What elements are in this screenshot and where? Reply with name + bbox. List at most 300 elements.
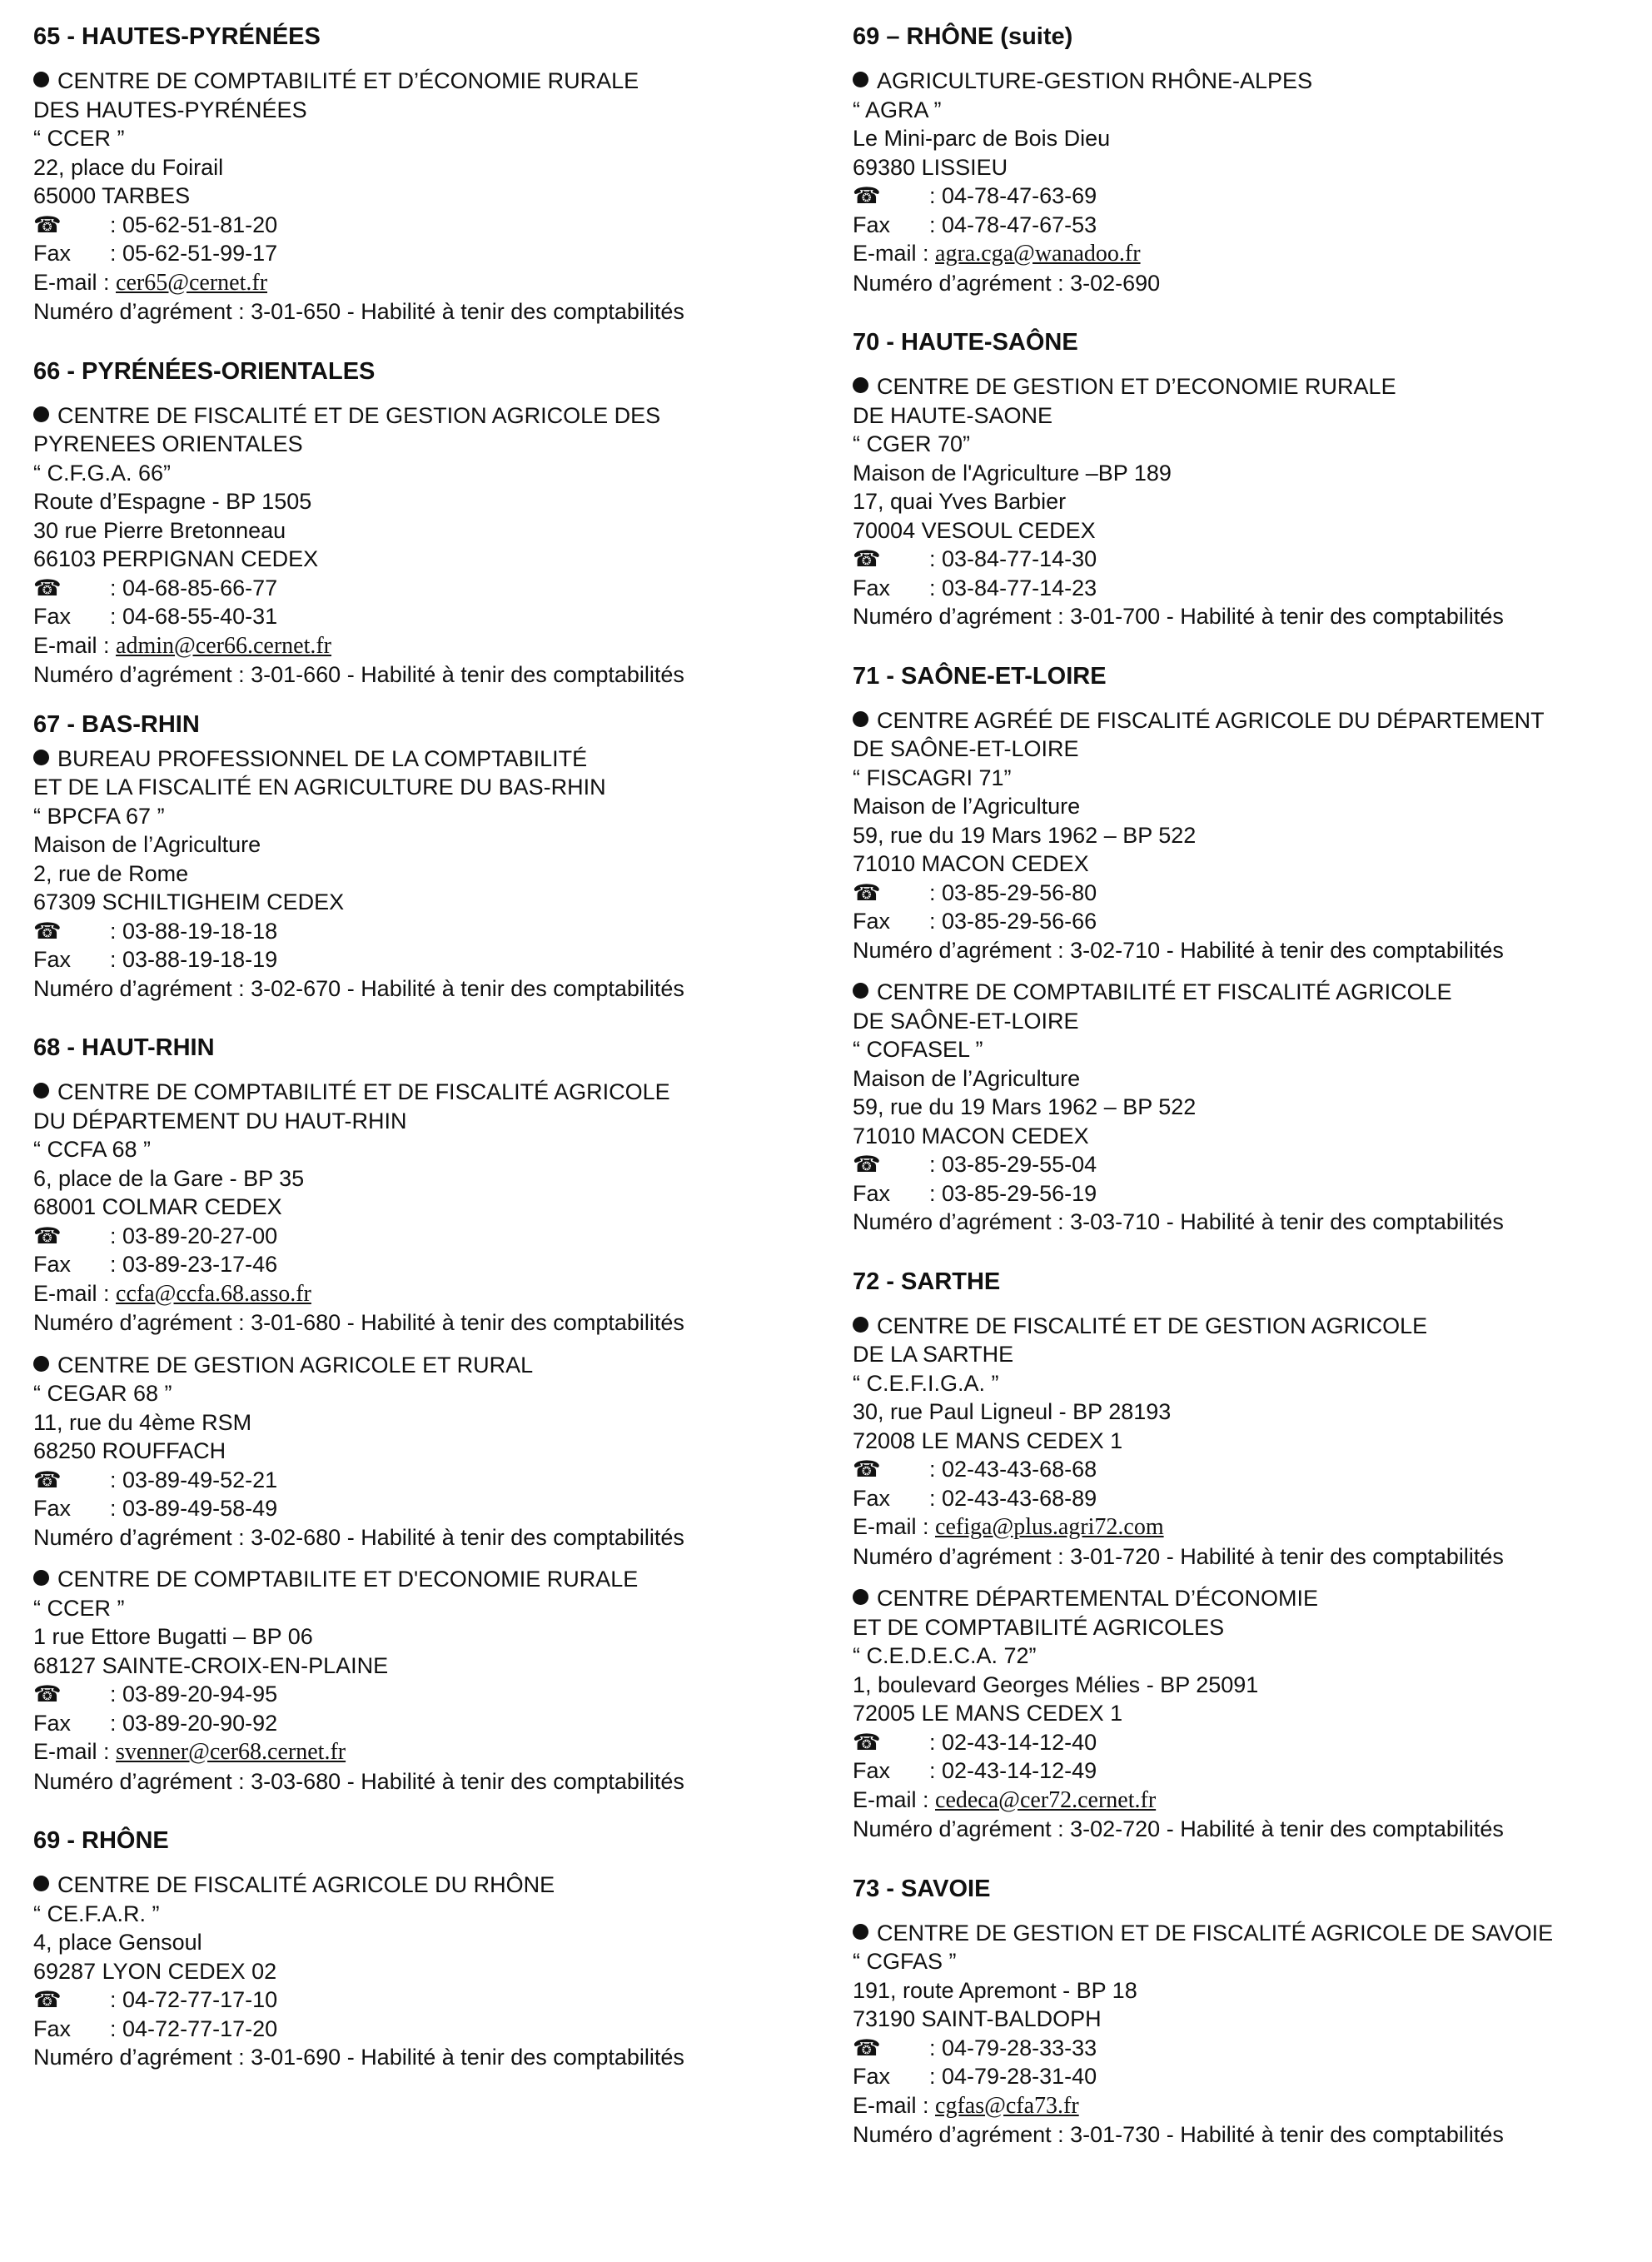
address-line	[853, 487, 1635, 516]
phone-line	[33, 574, 816, 603]
line-text: “ CGER 70”	[853, 431, 971, 456]
department-heading: 69 - RHÔNE	[33, 1827, 169, 1854]
line-text: CENTRE DE COMPTABILITÉ ET FISCALITÉ AGRICOLE	[877, 979, 1452, 1004]
agrement-line: Numéro d’agrément : 3-01-730 - Habilité à tenir des comptabilités	[853, 2122, 1504, 2147]
address-line	[853, 2005, 1635, 2034]
line-text: 30, rue Paul Ligneul - BP 28193	[853, 1399, 1172, 1424]
address-line	[33, 830, 816, 859]
fax-label: Fax	[33, 2015, 72, 2041]
line-text: “ C.E.F.I.G.A. ”	[853, 1370, 999, 1396]
line-text: CENTRE DE FISCALITÉ ET DE GESTION AGRICOLE	[877, 1313, 1428, 1338]
bullet-icon	[853, 1589, 868, 1605]
telephone-icon: ☎	[33, 1223, 62, 1248]
line-text: 67309 SCHILTIGHEIM CEDEX	[33, 889, 345, 914]
fax-label: Fax	[33, 604, 72, 629]
phone-line	[33, 917, 816, 946]
telephone-icon: ☎	[33, 212, 62, 237]
line-text: AGRICULTURE-GESTION RHÔNE-ALPES	[877, 68, 1313, 93]
address-line	[33, 459, 816, 488]
phone-prefix: :	[110, 212, 123, 237]
address-line	[33, 96, 816, 125]
email-line	[853, 1786, 1635, 1816]
agrement-line: Numéro d’agrément : 3-02-670 - Habilité à tenir des comptabilités	[33, 975, 684, 1001]
bullet-icon	[853, 983, 868, 999]
line-text: CENTRE AGRÉÉ DE FISCALITÉ AGRICOLE DU DÉPARTEMENT	[877, 707, 1545, 733]
address-line	[33, 1193, 816, 1222]
phone-line	[853, 2034, 1635, 2063]
phone-prefix: :	[929, 1729, 943, 1755]
phone-number: 03-88-19-18-18	[122, 918, 278, 944]
agrement-line: Numéro d’agrément : 3-03-680 - Habilité à tenir des comptabilités	[33, 1768, 684, 1794]
agrement-line: Numéro d’agrément : 3-03-710 - Habilité à tenir des comptabilités	[853, 1209, 1504, 1234]
line-text: 4, place Gensoul	[33, 1930, 202, 1955]
line-text: DE HAUTE-SAONE	[853, 402, 1053, 428]
bullet-icon	[33, 1083, 49, 1099]
section-spacer	[853, 631, 1635, 660]
address-line	[33, 859, 816, 889]
center-entry	[853, 372, 1635, 631]
address-line	[33, 430, 816, 459]
fax-number: 03-89-49-58-49	[122, 1496, 278, 1521]
phone-number: 03-85-29-55-04	[942, 1152, 1097, 1177]
address-line	[33, 888, 816, 917]
address-line	[853, 1369, 1635, 1398]
phone-prefix: :	[110, 575, 123, 600]
address-line	[853, 1699, 1635, 1728]
email-line	[33, 631, 816, 661]
email-link[interactable]: ccfa@ccfa.68.asso.fr	[116, 1280, 311, 1307]
address-line	[33, 1594, 816, 1623]
agrement-line: Numéro d’agrément : 3-01-720 - Habilité à tenir des comptabilités	[853, 1543, 1504, 1569]
fax-label: Fax	[33, 1710, 72, 1736]
address-line	[33, 773, 816, 802]
line-text: Le Mini-parc de Bois Dieu	[853, 126, 1111, 151]
fax-line	[853, 907, 1635, 936]
email-label: E-mail :	[33, 269, 117, 295]
center-name-line	[853, 1312, 1635, 1341]
center-entry	[33, 1351, 816, 1552]
email-label: E-mail :	[853, 241, 936, 266]
line-text: “ COFASEL ”	[853, 1037, 983, 1062]
line-text: 59, rue du 19 Mars 1962 – BP 522	[853, 822, 1197, 848]
address-line	[33, 1164, 816, 1193]
fax-prefix: :	[929, 575, 943, 600]
line-text: DE SAÔNE-ET-LOIRE	[853, 1008, 1079, 1034]
address-line	[853, 1427, 1635, 1456]
telephone-icon: ☎	[33, 918, 62, 944]
department-heading: 71 - SAÔNE-ET-LOIRE	[853, 662, 1107, 690]
center-name-line	[33, 745, 816, 774]
line-text: 1, boulevard Georges Mélies - BP 25091	[853, 1672, 1259, 1697]
center-name-line	[853, 706, 1635, 735]
phone-prefix: :	[110, 1987, 123, 2012]
fax-label: Fax	[853, 1485, 891, 1511]
line-text: CENTRE DE GESTION ET D’ECONOMIE RURALE	[877, 374, 1396, 399]
telephone-icon: ☎	[853, 546, 881, 571]
line-text: PYRENEES ORIENTALES	[33, 431, 303, 456]
phone-prefix: :	[929, 546, 943, 571]
fax-label: Fax	[33, 947, 72, 972]
address-line	[853, 735, 1635, 764]
phone-prefix: :	[110, 918, 123, 944]
fax-prefix: :	[929, 1758, 943, 1783]
fax-prefix: :	[929, 909, 943, 934]
department-heading: 70 - HAUTE-SAÔNE	[853, 329, 1078, 356]
section-spacer	[853, 297, 1635, 326]
fax-label: Fax	[853, 1180, 891, 1206]
line-text: 68250 ROUFFACH	[33, 1438, 226, 1463]
line-text: ET DE LA FISCALITÉ EN AGRICULTURE DU BAS-RHIN	[33, 775, 606, 800]
address-line	[33, 545, 816, 574]
center-name-line	[853, 1584, 1635, 1613]
email-label: E-mail :	[33, 1739, 117, 1764]
center-entry	[33, 67, 816, 326]
department-heading: 65 - HAUTES-PYRÉNÉES	[33, 23, 321, 50]
fax-line	[33, 1250, 816, 1279]
center-name-line	[33, 1078, 816, 1107]
line-text: CENTRE DE COMPTABILITE ET D'ECONOMIE RURALE	[57, 1567, 639, 1592]
fax-number: 03-88-19-18-19	[122, 947, 278, 972]
telephone-icon: ☎	[853, 1457, 881, 1482]
email-label: E-mail :	[853, 2092, 936, 2118]
line-text: “ CCFA 68 ”	[33, 1137, 152, 1162]
agrement-line: Numéro d’agrément : 3-02-710 - Habilité à tenir des comptabilités	[853, 937, 1504, 963]
address-line	[853, 1064, 1635, 1094]
line-text: 73190 SAINT-BALDOPH	[853, 2006, 1102, 2031]
phone-number: 03-89-20-94-95	[122, 1682, 278, 1706]
line-text: CENTRE DE COMPTABILITÉ ET D’ÉCONOMIE RURALE	[57, 68, 639, 93]
fax-prefix: :	[110, 947, 123, 972]
center-entry	[853, 706, 1635, 965]
line-text: 11, rue du 4ème RSM	[33, 1409, 252, 1435]
line-text: “ C.F.G.A. 66”	[33, 460, 172, 486]
center-name-line	[33, 1565, 816, 1594]
fax-line	[33, 2015, 816, 2044]
line-text: 191, route Apremont - BP 18	[853, 1977, 1137, 2003]
fax-number: 03-85-29-56-19	[942, 1180, 1097, 1206]
section-spacer	[33, 326, 816, 355]
phone-number: 02-43-43-68-68	[942, 1457, 1097, 1482]
fax-line	[33, 602, 816, 631]
phone-number: 04-72-77-17-10	[122, 1987, 278, 2012]
bullet-icon	[853, 377, 868, 393]
fax-prefix: :	[929, 1485, 943, 1511]
address-line	[33, 1437, 816, 1466]
fax-prefix: :	[110, 2015, 123, 2041]
phone-line	[33, 1222, 816, 1251]
department-heading: 69 – RHÔNE (suite)	[853, 23, 1073, 50]
entry-spacer	[33, 1552, 816, 1565]
address-line	[853, 1642, 1635, 1671]
center-name-line	[33, 1871, 816, 1900]
phone-prefix: :	[110, 1467, 123, 1492]
address-line	[853, 1671, 1635, 1700]
address-line	[853, 516, 1635, 546]
bullet-icon	[33, 406, 49, 422]
line-text: 1 rue Ettore Bugatti – BP 06	[33, 1624, 313, 1649]
line-text: “ FISCAGRI 71”	[853, 765, 1012, 790]
line-text: 70004 VESOUL CEDEX	[853, 517, 1096, 543]
line-text: “ BPCFA 67 ”	[33, 803, 165, 829]
telephone-icon: ☎	[853, 1729, 881, 1755]
agrement-line: Numéro d’agrément : 3-01-690 - Habilité à tenir des comptabilités	[33, 2045, 684, 2070]
center-name-line	[853, 372, 1635, 401]
line-text: 71010 MACON CEDEX	[853, 1123, 1089, 1148]
address-line	[853, 459, 1635, 488]
phone-line	[853, 1455, 1635, 1484]
fax-prefix: :	[929, 1180, 943, 1206]
phone-line	[33, 1985, 816, 2015]
phone-prefix: :	[929, 183, 943, 208]
phone-number: 03-89-20-27-00	[122, 1223, 278, 1248]
line-text: 69287 LYON CEDEX 02	[33, 1958, 277, 1984]
phone-prefix: :	[929, 879, 943, 905]
line-text: Route d’Espagne - BP 1505	[33, 489, 312, 514]
phone-prefix: :	[929, 2035, 943, 2060]
fax-line	[33, 1709, 816, 1738]
line-text: “ CEGAR 68 ”	[33, 1381, 172, 1406]
phone-number: 04-68-85-66-77	[122, 575, 278, 600]
phone-line	[853, 1728, 1635, 1757]
fax-line	[853, 574, 1635, 603]
line-text: 6, place de la Gare - BP 35	[33, 1165, 305, 1191]
bullet-icon	[853, 711, 868, 727]
phone-prefix: :	[929, 1457, 943, 1482]
phone-number: 04-78-47-63-69	[942, 183, 1097, 208]
email-link[interactable]: cedeca@cer72.cernet.fr	[935, 1786, 1157, 1813]
line-text: 2, rue de Rome	[33, 860, 189, 886]
address-line	[853, 1035, 1635, 1064]
email-line	[33, 1737, 816, 1767]
phone-number: 03-84-77-14-30	[942, 546, 1097, 571]
line-text: “ CCER ”	[33, 126, 125, 151]
fax-prefix: :	[929, 2064, 943, 2089]
fax-label: Fax	[33, 1496, 72, 1521]
fax-label: Fax	[853, 1758, 891, 1783]
bullet-icon	[853, 1317, 868, 1333]
fax-line	[33, 1494, 816, 1523]
center-name-line	[33, 67, 816, 96]
phone-prefix: :	[929, 1152, 943, 1177]
address-line	[853, 1340, 1635, 1369]
center-entry	[33, 1871, 816, 2072]
line-text: 30 rue Pierre Bretonneau	[33, 517, 286, 543]
address-line	[853, 153, 1635, 182]
section-spacer	[33, 690, 816, 708]
agrement-line: Numéro d’agrément : 3-02-720 - Habilité à tenir des comptabilités	[853, 1816, 1504, 1841]
bullet-icon	[33, 750, 49, 765]
phone-line	[33, 1466, 816, 1495]
center-entry	[853, 1312, 1635, 1572]
phone-prefix: :	[110, 1682, 123, 1706]
line-text: Maison de l’Agriculture	[33, 832, 261, 857]
email-line	[853, 1512, 1635, 1542]
line-text: Maison de l'Agriculture –BP 189	[853, 460, 1172, 486]
telephone-icon: ☎	[853, 879, 881, 905]
address-line	[853, 849, 1635, 879]
bullet-icon	[853, 72, 868, 87]
address-line	[33, 1622, 816, 1652]
telephone-icon: ☎	[853, 2035, 881, 2060]
fax-line	[853, 1484, 1635, 1513]
center-name-line	[33, 401, 816, 431]
line-text: “ C.E.D.E.C.A. 72”	[853, 1643, 1037, 1668]
department-heading: 66 - PYRÉNÉES-ORIENTALES	[33, 357, 376, 385]
phone-number: 02-43-14-12-40	[942, 1729, 1097, 1755]
fax-number: 04-72-77-17-20	[122, 2015, 278, 2041]
fax-label: Fax	[853, 575, 891, 600]
line-text: CENTRE DE FISCALITÉ ET DE GESTION AGRICOLE DES	[57, 402, 661, 428]
line-text: DE LA SARTHE	[853, 1342, 1014, 1367]
address-line	[853, 1122, 1635, 1151]
fax-number: 05-62-51-99-17	[122, 241, 278, 266]
address-line	[853, 1093, 1635, 1122]
line-text: 65000 TARBES	[33, 183, 191, 208]
fax-line	[853, 1756, 1635, 1786]
email-line	[33, 268, 816, 298]
address-line	[853, 821, 1635, 850]
line-text: 69380 LISSIEU	[853, 154, 1008, 180]
left-column	[33, 20, 816, 2072]
section-spacer	[33, 1003, 816, 1031]
fax-number: 03-89-23-17-46	[122, 1252, 278, 1277]
bullet-icon	[853, 1924, 868, 1940]
email-label: E-mail :	[33, 1280, 117, 1306]
email-link[interactable]: cgfas@cfa73.fr	[935, 2092, 1079, 2119]
phone-line	[33, 1680, 816, 1709]
fax-line	[853, 211, 1635, 240]
line-text: DES HAUTES-PYRÉNÉES	[33, 97, 307, 122]
address-line	[33, 1135, 816, 1164]
line-text: 22, place du Foirail	[33, 154, 224, 180]
fax-label: Fax	[853, 212, 891, 237]
line-text: DU DÉPARTEMENT DU HAUT-RHIN	[33, 1108, 407, 1133]
agrement-line: Numéro d’agrément : 3-02-690	[853, 270, 1161, 296]
phone-prefix: :	[110, 1223, 123, 1248]
address-line	[33, 802, 816, 831]
telephone-icon: ☎	[853, 1152, 881, 1177]
address-line	[33, 1928, 816, 1957]
line-text: CENTRE DÉPARTEMENTAL D’ÉCONOMIE	[877, 1586, 1319, 1611]
fax-line	[33, 945, 816, 974]
line-text: BUREAU PROFESSIONNEL DE LA COMPTABILITÉ	[57, 745, 588, 771]
phone-number: 03-85-29-56-80	[942, 879, 1097, 905]
email-line	[853, 239, 1635, 269]
address-line	[33, 516, 816, 546]
email-label: E-mail :	[853, 1786, 936, 1812]
department-heading: 67 - BAS-RHIN	[33, 710, 200, 738]
fax-prefix: :	[110, 1252, 123, 1277]
fax-line	[33, 239, 816, 268]
fax-line	[853, 2062, 1635, 2091]
email-link[interactable]: admin@cer66.cernet.fr	[116, 632, 332, 659]
email-line	[33, 1279, 816, 1309]
center-name-line	[853, 67, 1635, 96]
line-text: 66103 PERPIGNAN CEDEX	[33, 546, 319, 571]
line-text: CENTRE DE GESTION ET DE FISCALITÉ AGRICOLE DE SAVOIE	[877, 1920, 1554, 1946]
telephone-icon: ☎	[33, 1987, 62, 2012]
fax-prefix: :	[110, 1710, 123, 1736]
phone-line	[853, 545, 1635, 574]
email-link[interactable]: agra.cga@wanadoo.fr	[935, 241, 1141, 267]
address-line	[853, 1976, 1635, 2005]
phone-line	[853, 182, 1635, 211]
line-text: “ CE.F.A.R. ”	[33, 1901, 160, 1926]
center-entry	[853, 67, 1635, 297]
section-spacer	[33, 1796, 816, 1824]
line-text: 59, rue du 19 Mars 1962 – BP 522	[853, 1094, 1197, 1119]
fax-number: 04-68-55-40-31	[122, 604, 278, 629]
address-line	[853, 401, 1635, 431]
center-entry	[33, 401, 816, 690]
address-line	[853, 1398, 1635, 1427]
fax-label: Fax	[853, 909, 891, 934]
fax-number: 03-89-20-90-92	[122, 1710, 278, 1736]
fax-line	[853, 1179, 1635, 1208]
entry-spacer	[853, 964, 1635, 978]
center-entry	[853, 1919, 1635, 2150]
agrement-line: Numéro d’agrément : 3-02-680 - Habilité à tenir des comptabilités	[33, 1524, 684, 1550]
line-text: DE SAÔNE-ET-LOIRE	[853, 736, 1079, 761]
fax-number: 02-43-43-68-89	[942, 1485, 1097, 1511]
address-line	[853, 1007, 1635, 1036]
agrement-line: Numéro d’agrément : 3-01-660 - Habilité à tenir des comptabilités	[33, 662, 684, 687]
fax-number: 04-79-28-31-40	[942, 2064, 1097, 2089]
address-line	[853, 124, 1635, 153]
line-text: Maison de l’Agriculture	[853, 1065, 1081, 1091]
phone-number: 03-89-49-52-21	[122, 1467, 278, 1492]
department-heading: 68 - HAUT-RHIN	[33, 1034, 215, 1061]
email-link[interactable]: cer65@cernet.fr	[116, 269, 268, 296]
fax-number: 03-85-29-56-66	[942, 909, 1097, 934]
address-line	[853, 792, 1635, 821]
department-heading: 73 - SAVOIE	[853, 1875, 991, 1902]
address-line	[33, 1107, 816, 1136]
line-text: CENTRE DE COMPTABILITÉ ET DE FISCALITÉ AGRICOLE	[57, 1079, 670, 1104]
phone-number: 04-79-28-33-33	[942, 2035, 1097, 2060]
center-name-line	[853, 1919, 1635, 1948]
line-text: “ AGRA ”	[853, 97, 942, 122]
center-name-line	[33, 1351, 816, 1380]
line-text: “ CCER ”	[33, 1595, 125, 1621]
center-entry	[853, 978, 1635, 1237]
line-text: 71010 MACON CEDEX	[853, 851, 1089, 876]
email-link[interactable]: svenner@cer68.cernet.fr	[116, 1739, 346, 1765]
right-column	[853, 20, 1635, 2150]
address-line	[853, 1947, 1635, 1976]
email-label: E-mail :	[853, 1514, 936, 1539]
fax-number: 02-43-14-12-49	[942, 1758, 1097, 1783]
address-line	[33, 487, 816, 516]
address-line	[853, 764, 1635, 793]
center-entry	[853, 1584, 1635, 1844]
bullet-icon	[33, 1876, 49, 1891]
email-link[interactable]: cefiga@plus.agri72.com	[935, 1514, 1164, 1540]
email-line	[853, 2091, 1635, 2121]
address-line	[33, 1379, 816, 1408]
address-line	[33, 124, 816, 153]
section-spacer	[853, 1237, 1635, 1265]
phone-line	[853, 1150, 1635, 1179]
fax-number: 04-78-47-67-53	[942, 212, 1097, 237]
line-text: 68001 COLMAR CEDEX	[33, 1194, 282, 1219]
telephone-icon: ☎	[33, 575, 62, 600]
address-line	[33, 182, 816, 211]
address-line	[33, 1652, 816, 1681]
entry-spacer	[33, 1338, 816, 1351]
entry-spacer	[853, 1571, 1635, 1584]
address-line	[33, 153, 816, 182]
